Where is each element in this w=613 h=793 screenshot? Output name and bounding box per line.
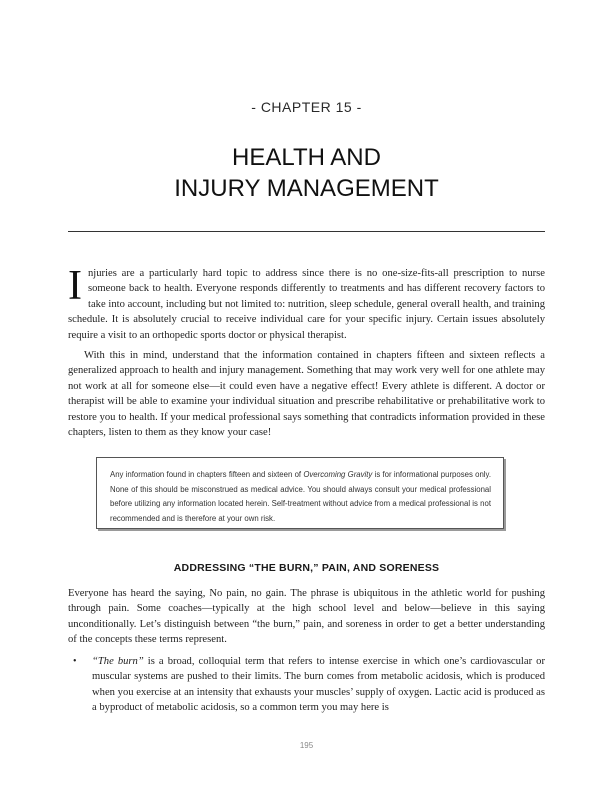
- bullet-list: [68, 654, 545, 716]
- page-number: 195: [299, 741, 314, 750]
- intro-paragraph-1-text: njuries are a particularly hard topic to address since there is no one-size-fits-all prescription to nurse someone back to health. Everyone responds differently to treatments and has different recovery factors to take into account, including but not limited to: nutrition, sleep schedule, general overall health, and training schedule. It is absolutely crucial to receive individual care for your specific injury. Certain issues absolutely require a visit to an orthopedic sports doctor or physical therapist.: [68, 268, 545, 341]
- title-divider: [68, 231, 545, 232]
- chapter-title-line-1: HEALTH AND: [232, 144, 381, 171]
- section-paragraph: Everyone has heard the saying, No pain, no gain. The phrase is ubiquitous in the athletic world for pushing through pain. Some coaches—typically at the high school level and below—believe in this saying unconditionally. Let’s distinguish between “the burn,” pain, and soreness in order to get a better understanding of the concepts these terms represent.: [68, 588, 545, 646]
- chapter-title: [0, 142, 613, 204]
- drop-cap: I: [68, 263, 82, 309]
- bullet-term: “The burn”: [92, 656, 144, 667]
- intro-paragraph-2: With this in mind, understand that the information contained in chapters fifteen and sixteen reflects a generalized approach to health and injury management. Something that may work very well for one athlete may not work at all for someone else—it could even have a negative effect! Every athlete is different. A doctor or therapist will be able to examine your individual situation and prescribe rehabilitative or prehabilitative work to restore you to health. If your medical professional says something that contradicts information provided in these chapters, listen to them as they know your case!: [68, 350, 545, 439]
- bullet-marker: •: [73, 656, 77, 667]
- bullet-text: is a broad, colloquial term that refers to intense exercise in which one’s cardiovascular or muscular systems are pushed to their limits. The burn comes from metabolic acidosis, which is produced when you exercise at an intensity that exhausts your muscles’ supply of oxygen. Lactic acid is produced as a byproduct of metabolic acidosis, so a common term you may here is: [92, 656, 545, 714]
- chapter-title-line-2: INJURY MANAGEMENT: [174, 175, 439, 202]
- disclaimer-text-end: is for informational purposes only. None of this should be misconstrued as medical advice. You should always consult your medical professional before utilizing any information located herein. Self-treatment without advice from a medical professional is not recommended and is therefore at your own risk.: [110, 470, 492, 523]
- section-heading: ADDRESSING “THE BURN,” PAIN, AND SORENESS: [173, 562, 440, 574]
- disclaimer-book-title: Overcoming Gravity: [303, 470, 373, 479]
- list-item: [68, 654, 545, 716]
- disclaimer-text-start: Any information found in chapters fifteen and sixteen of: [110, 470, 304, 479]
- intro-paragraph-1: [68, 263, 545, 343]
- chapter-label: - CHAPTER 15 -: [251, 99, 362, 115]
- disclaimer-box: [96, 457, 504, 529]
